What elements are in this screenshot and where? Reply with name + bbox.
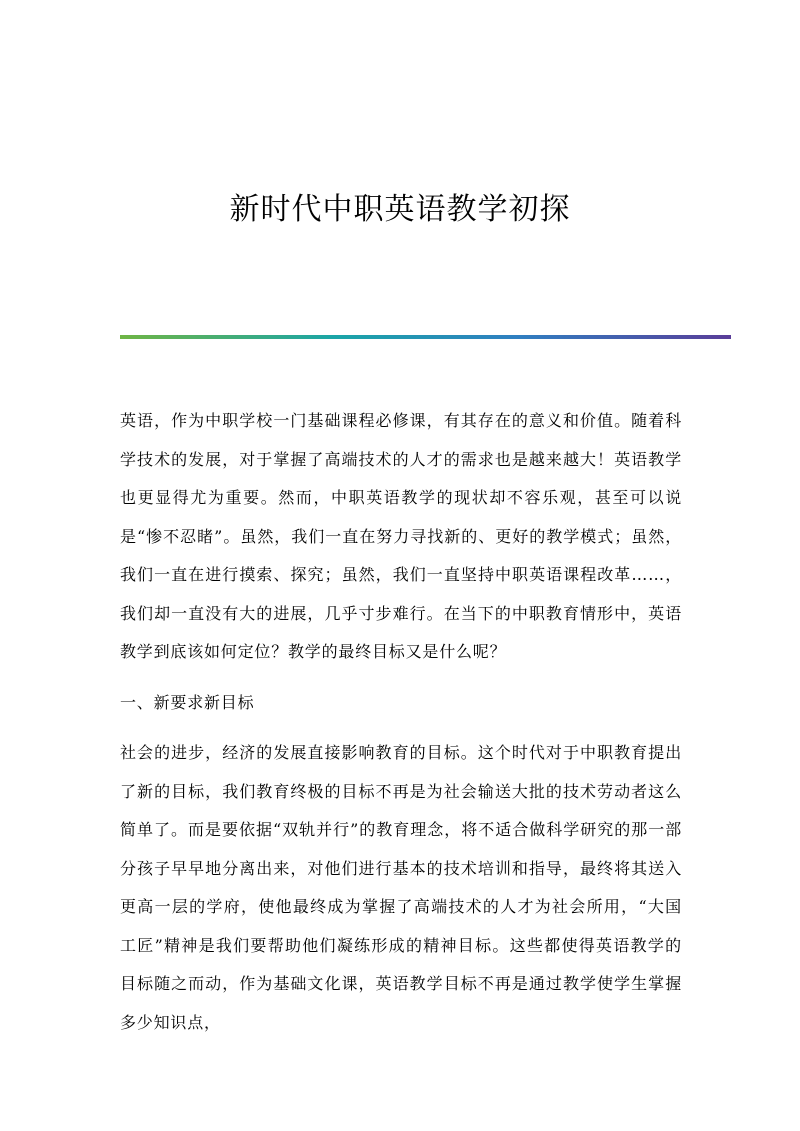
document-title: 新时代中职英语教学初探	[229, 192, 571, 227]
document-body	[120, 402, 682, 1042]
intro-paragraph: 英语，作为中职学校一门基础课程必修课，有其存在的意义和价值。随着科学技术的发展，对于掌握了高端技术的人才的需求也是越来越大！英语教学也更显得尤为重要。然而，中职英语教学的现状却不容乐观，甚至可以说是“惨不忍睹”。虽然，我们一直在努力寻找新的、更好的教学模式；虽然，我们一直在进行摸索、探究；虽然，我们一直坚持中职英语课程改革……，我们却一直没有大的进展，几乎寸步难行。在当下的中职教育情形中，英语教学到底该如何定位？教学的最终目标又是什么呢？	[120, 411, 682, 661]
title-divider-rule	[120, 335, 731, 339]
section-paragraph: 社会的进步，经济的发展直接影响教育的目标。这个时代对于中职教育提出了新的目标，我们教育终极的目标不再是为社会输送大批的技术劳动者这么简单了。而是要依据“双轨并行”的教育理念，将不适合做科学研究的那一部分孩子早早地分离出来，对他们进行基本的技术培训和指导，最终将其送入更高一层的学府，使他最终成为掌握了高端技术的人才为社会所用，“大国工匠”精神是我们要帮助他们凝练形成的精神目标。这些都使得英语教学的目标随之而动，作为基础文化课，英语教学目标不再是通过教学使学生掌握多少知识点，	[120, 743, 682, 1032]
section-heading: 一、新要求新目标	[120, 692, 255, 712]
